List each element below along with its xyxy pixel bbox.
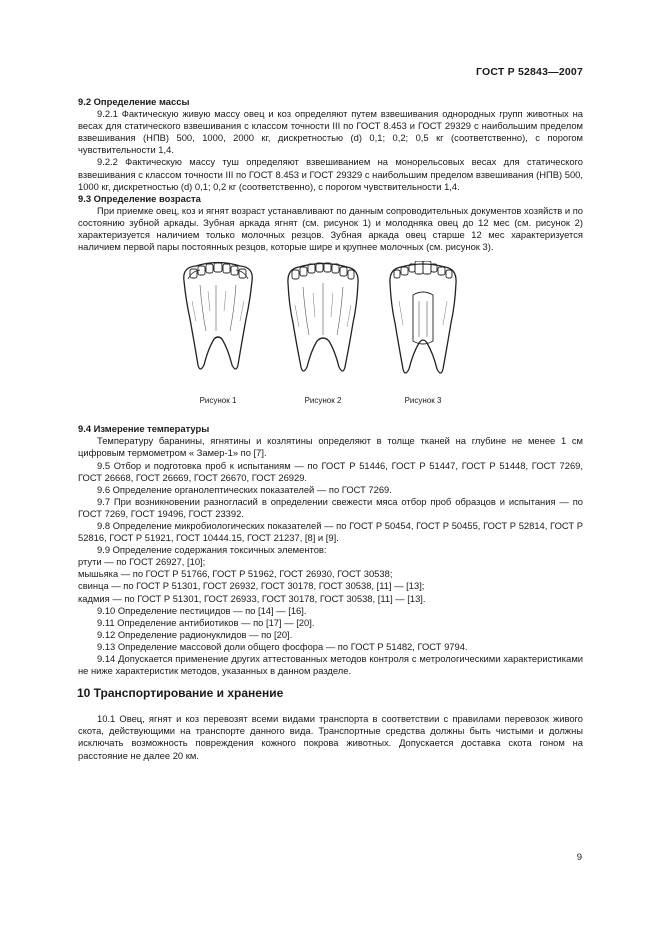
document-header: ГОСТ Р 52843—2007 (475, 66, 583, 78)
section-9-4-heading: 9.4 Измерение температуры (78, 423, 210, 435)
figure-1-lamb-jaw (178, 261, 258, 379)
paragraph-10-1: 10.1 Овец, ягнят и коз перевозят всеми видами транспорта в соответствии с правилами перевозок живого скота, действующими на транспорте данного вида. Транспортные средства должны быть чистыми и должны исключать возможность повреждения кожного покрова животных. Допускается доставка скота гоном на расстояние не далее 20 км. (78, 713, 583, 761)
teeth-figures (78, 257, 583, 423)
list-item-mercury: ртути — по ГОСТ 26927, [10]; (78, 556, 206, 568)
list-item-arsenic: мышьяка — по ГОСТ Р 51766, ГОСТ Р 51962, ГОСТ 26930, ГОСТ 30538; (78, 568, 393, 580)
paragraph-9-2-2: 9.2.2 Фактическую массу туш определяют взвешиванием на монорельсовых весах для статического взвешивания с классом точности III по ГОСТ 8.453 и ГОСТ 29329 с наибольшим пределом взвешивания (НПВ) 500, 1000 кг, дискретностью (d) 0,1; 0,2 кг (соответственно), с порогом чувствительности 1,4. (78, 156, 583, 192)
figure-2-caption: Рисунок 2 (304, 396, 342, 406)
paragraph-9-8: 9.8 Определение микробиологических показателей — по ГОСТ Р 50454, ГОСТ Р 50455, ГОСТ Р 52814, ГОСТ Р 52816, ГОСТ Р 51921, ГОСТ 10444.15, ГОСТ 21237, [8] и [9]. (78, 519, 583, 544)
list-item-lead: свинца — по ГОСТ Р 51301, ГОСТ 26932, ГОСТ 30178, ГОСТ 30538, [11] — [13]; (78, 580, 425, 592)
figure-3-caption: Рисунок 3 (404, 396, 442, 406)
list-item-cadmium: кадмия — по ГОСТ Р 51301, ГОСТ 26933, ГОСТ 30178, ГОСТ 30538, [11] — [13]. (78, 592, 426, 604)
paragraph-9-6: 9.6 Определение органолептических показателей — по ГОСТ 7269. (97, 483, 392, 495)
paragraph-9-10: 9.10 Определение пестицидов — по [14] — [16]. (97, 604, 307, 616)
paragraph-9-7: 9.7 При возникновении разногласий в определении свежести мяса отбор проб образцов и испытания — по ГОСТ 7269, ГОСТ 19496, ГОСТ 23392. (78, 495, 583, 519)
paragraph-9-5: 9.5 Отбор и подготовка проб к испытаниям — по ГОСТ Р 51446, ГОСТ Р 51447, ГОСТ Р 51448, ГОСТ 7269, ГОСТ 26668, ГОСТ 26669, ГОСТ 26670, ГОСТ 26929. (78, 459, 583, 483)
paragraph-9-14: 9.14 Допускается применение других аттестованных методов контроля с метрологическими характеристиками не ниже характеристик методов, указанных в данном разделе. (78, 653, 583, 677)
paragraph-9-11: 9.11 Определение антибиотиков — по [17] — [20]. (97, 616, 315, 628)
figure-1-caption: Рисунок 1 (199, 396, 237, 406)
section-9-2-heading: 9.2 Определение массы (78, 96, 190, 107)
section-10-heading: 10 Транспортирование и хранение (77, 686, 284, 701)
page-number: 9 (576, 852, 582, 863)
figure-3-adult-sheep-jaw (383, 261, 463, 379)
paragraph-9-3: При приемке овец, коз и ягнят возраст устанавливают по данным сопроводительных документов хозяйств и по состоянию зубной аркады. Зубная аркада ягнят (см. рисунок 1) и молодняка овец до 12 мес (см. рисунок 2) характеризуется наличием только молочных резцов. Зубная аркада овец старше 12 мес характеризуется наличием первой пары постоянных резцов, которые шире и крупнее молочных (см. рисунок 3). (78, 204, 584, 253)
paragraph-9-12: 9.12 Определение радионуклидов — по [20]. (97, 628, 293, 640)
paragraph-9-4: Температуру баранины, ягнятины и козлятины определяют в толще тканей на глубине не менее 1 см цифровым термометром « Замер-1» по [7]. (78, 435, 583, 459)
paragraph-9-9: 9.9 Определение содержания токсичных элементов: (97, 544, 327, 556)
paragraph-9-13: 9.13 Определение массовой доли общего фосфора — по ГОСТ Р 51482, ГОСТ 9794. (97, 640, 468, 652)
paragraph-9-2-1: 9.2.1 Фактическую живую массу овец и коз определяют путем взвешивания однородных групп животных на весах для статического взвешивания с классом точности III по ГОСТ 8.453 и ГОСТ 29329 с наибольшим пределом взвешивания (НПВ) 500, 1000, 2000 кг, дискретностью (d) 0,1; 0,2; 0,5 кг (соответственно), с порогом чувствительности 1,4. (78, 108, 583, 156)
figure-2-young-sheep-jaw (283, 261, 363, 379)
document-body (78, 96, 583, 762)
section-9-3-heading: 9.3 Определение возраста (78, 192, 201, 204)
